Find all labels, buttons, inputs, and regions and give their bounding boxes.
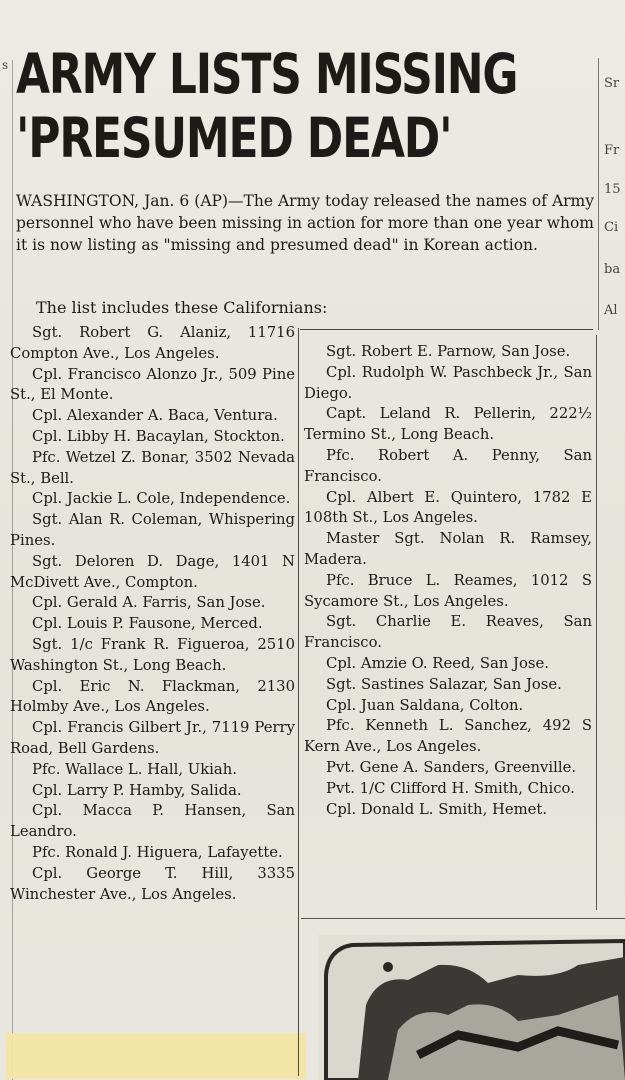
list-item: Pfc. Bruce L. Reames, 1012 S Sycamore St., Los Angeles. <box>304 571 592 610</box>
neighbor-column-fragment: 15 <box>604 182 621 197</box>
neighbor-column-fragment: Fr <box>604 143 620 158</box>
names-column-right <box>304 342 592 820</box>
column-rule-right <box>598 58 599 330</box>
list-item: Sgt. Charlie E. Reaves, San Francisco. <box>304 613 592 652</box>
list-item: Pfc. Kenneth L. Sanchez, 492 S Kern Ave., Los Angeles. <box>304 717 592 756</box>
list-item: Sgt. Alan R. Coleman, Whispering Pines. <box>10 511 295 549</box>
list-item: Pvt. 1/C Clifford H. Smith, Chico. <box>326 779 575 797</box>
list-item: Capt. Leland R. Pellerin, 222½ Termino St., Long Beach. <box>304 405 592 444</box>
photo-top-rule <box>301 918 625 919</box>
list-item: Cpl. Juan Saldana, Colton. <box>326 696 524 714</box>
list-item: Cpl. Alexander A. Baca, Ventura. <box>32 407 278 425</box>
list-item: Cpl. Amzie O. Reed, San Jose. <box>326 654 549 672</box>
list-item: Sgt. Robert G. Alaniz, 11716 Compton Ave., Los Angeles. <box>10 324 295 362</box>
list-item: Cpl. Macca P. Hansen, San Leandro. <box>10 802 295 841</box>
column-divider <box>298 328 299 1076</box>
list-item: Sgt. Sastines Salazar, San Jose. <box>326 675 562 693</box>
headline-line-2: 'PRESUMED DEAD' <box>16 106 452 170</box>
list-item: Cpl. George T. Hill, 3335 Winchester Ave., Los Angeles. <box>10 864 295 903</box>
list-item: Master Sgt. Nolan R. Ramsey, Madera. <box>304 530 592 568</box>
neighbor-column-fragment: ba <box>604 262 621 277</box>
neighbor-column-fragment: Sr <box>604 76 620 91</box>
list-item: Cpl. Gerald A. Farris, San Jose. <box>32 594 266 612</box>
list-intro: The list includes these Californians: <box>36 298 328 317</box>
left-margin-fragment: s <box>2 58 9 72</box>
column-top-rule <box>300 329 593 330</box>
partial-photo-graphic <box>318 935 625 1080</box>
list-item: Pfc. Ronald J. Higuera, Lafayette. <box>32 843 283 861</box>
list-item: Cpl. Francisco Alonzo Jr., 509 Pine St., El Monte. <box>10 365 295 404</box>
lead-paragraph: WASHINGTON, Jan. 6 (AP)—The Army today released the names of Army personnel who have been missing in action for more than one year whom it is now listing as "missing and presumed dead" in Korean action. <box>16 192 594 254</box>
list-item: Pfc. Wallace L. Hall, Ukiah. <box>32 760 237 778</box>
names-column-left <box>10 323 295 905</box>
list-item: Cpl. Albert E. Quintero, 1782 E 108th St., Los Angeles. <box>304 488 592 527</box>
list-item: Sgt. 1/c Frank R. Figueroa, 2510 Washington St., Long Beach. <box>10 635 295 674</box>
column-rule-inner <box>596 335 597 910</box>
list-item: Sgt. Robert E. Parnow, San Jose. <box>326 343 571 360</box>
list-item: Cpl. Libby H. Bacaylan, Stockton. <box>32 427 285 445</box>
list-item: Cpl. Jackie L. Cole, Independence. <box>32 490 291 508</box>
neighbor-column-fragment: Ci <box>604 220 619 235</box>
list-item: Cpl. Francis Gilbert Jr., 7119 Perry Road, Bell Gardens. <box>10 719 295 757</box>
list-item: Pfc. Wetzel Z. Bonar, 3502 Nevada St., Bell. <box>10 448 295 487</box>
list-item: Cpl. Rudolph W. Paschbeck Jr., San Diego. <box>304 363 592 402</box>
neighbor-column-fragment: Al <box>604 303 618 318</box>
list-item: Cpl. Larry P. Hamby, Salida. <box>32 781 242 799</box>
headline-line-1: ARMY LISTS MISSING <box>16 42 518 106</box>
list-item: Cpl. Donald L. Smith, Hemet. <box>326 800 548 818</box>
highlight-mark <box>6 1033 306 1079</box>
list-item: Cpl. Louis P. Fausone, Merced. <box>32 615 263 633</box>
list-item: Pvt. Gene A. Sanders, Greenville. <box>326 758 577 776</box>
partial-photo <box>318 935 625 1080</box>
headline <box>16 42 518 170</box>
list-item: Sgt. Deloren D. Dage, 1401 N McDivett Ave., Compton. <box>10 552 295 591</box>
list-item: Pfc. Robert A. Penny, San Francisco. <box>304 446 592 485</box>
list-item: Cpl. Eric N. Flackman, 2130 Holmby Ave., Los Angeles. <box>10 677 295 716</box>
